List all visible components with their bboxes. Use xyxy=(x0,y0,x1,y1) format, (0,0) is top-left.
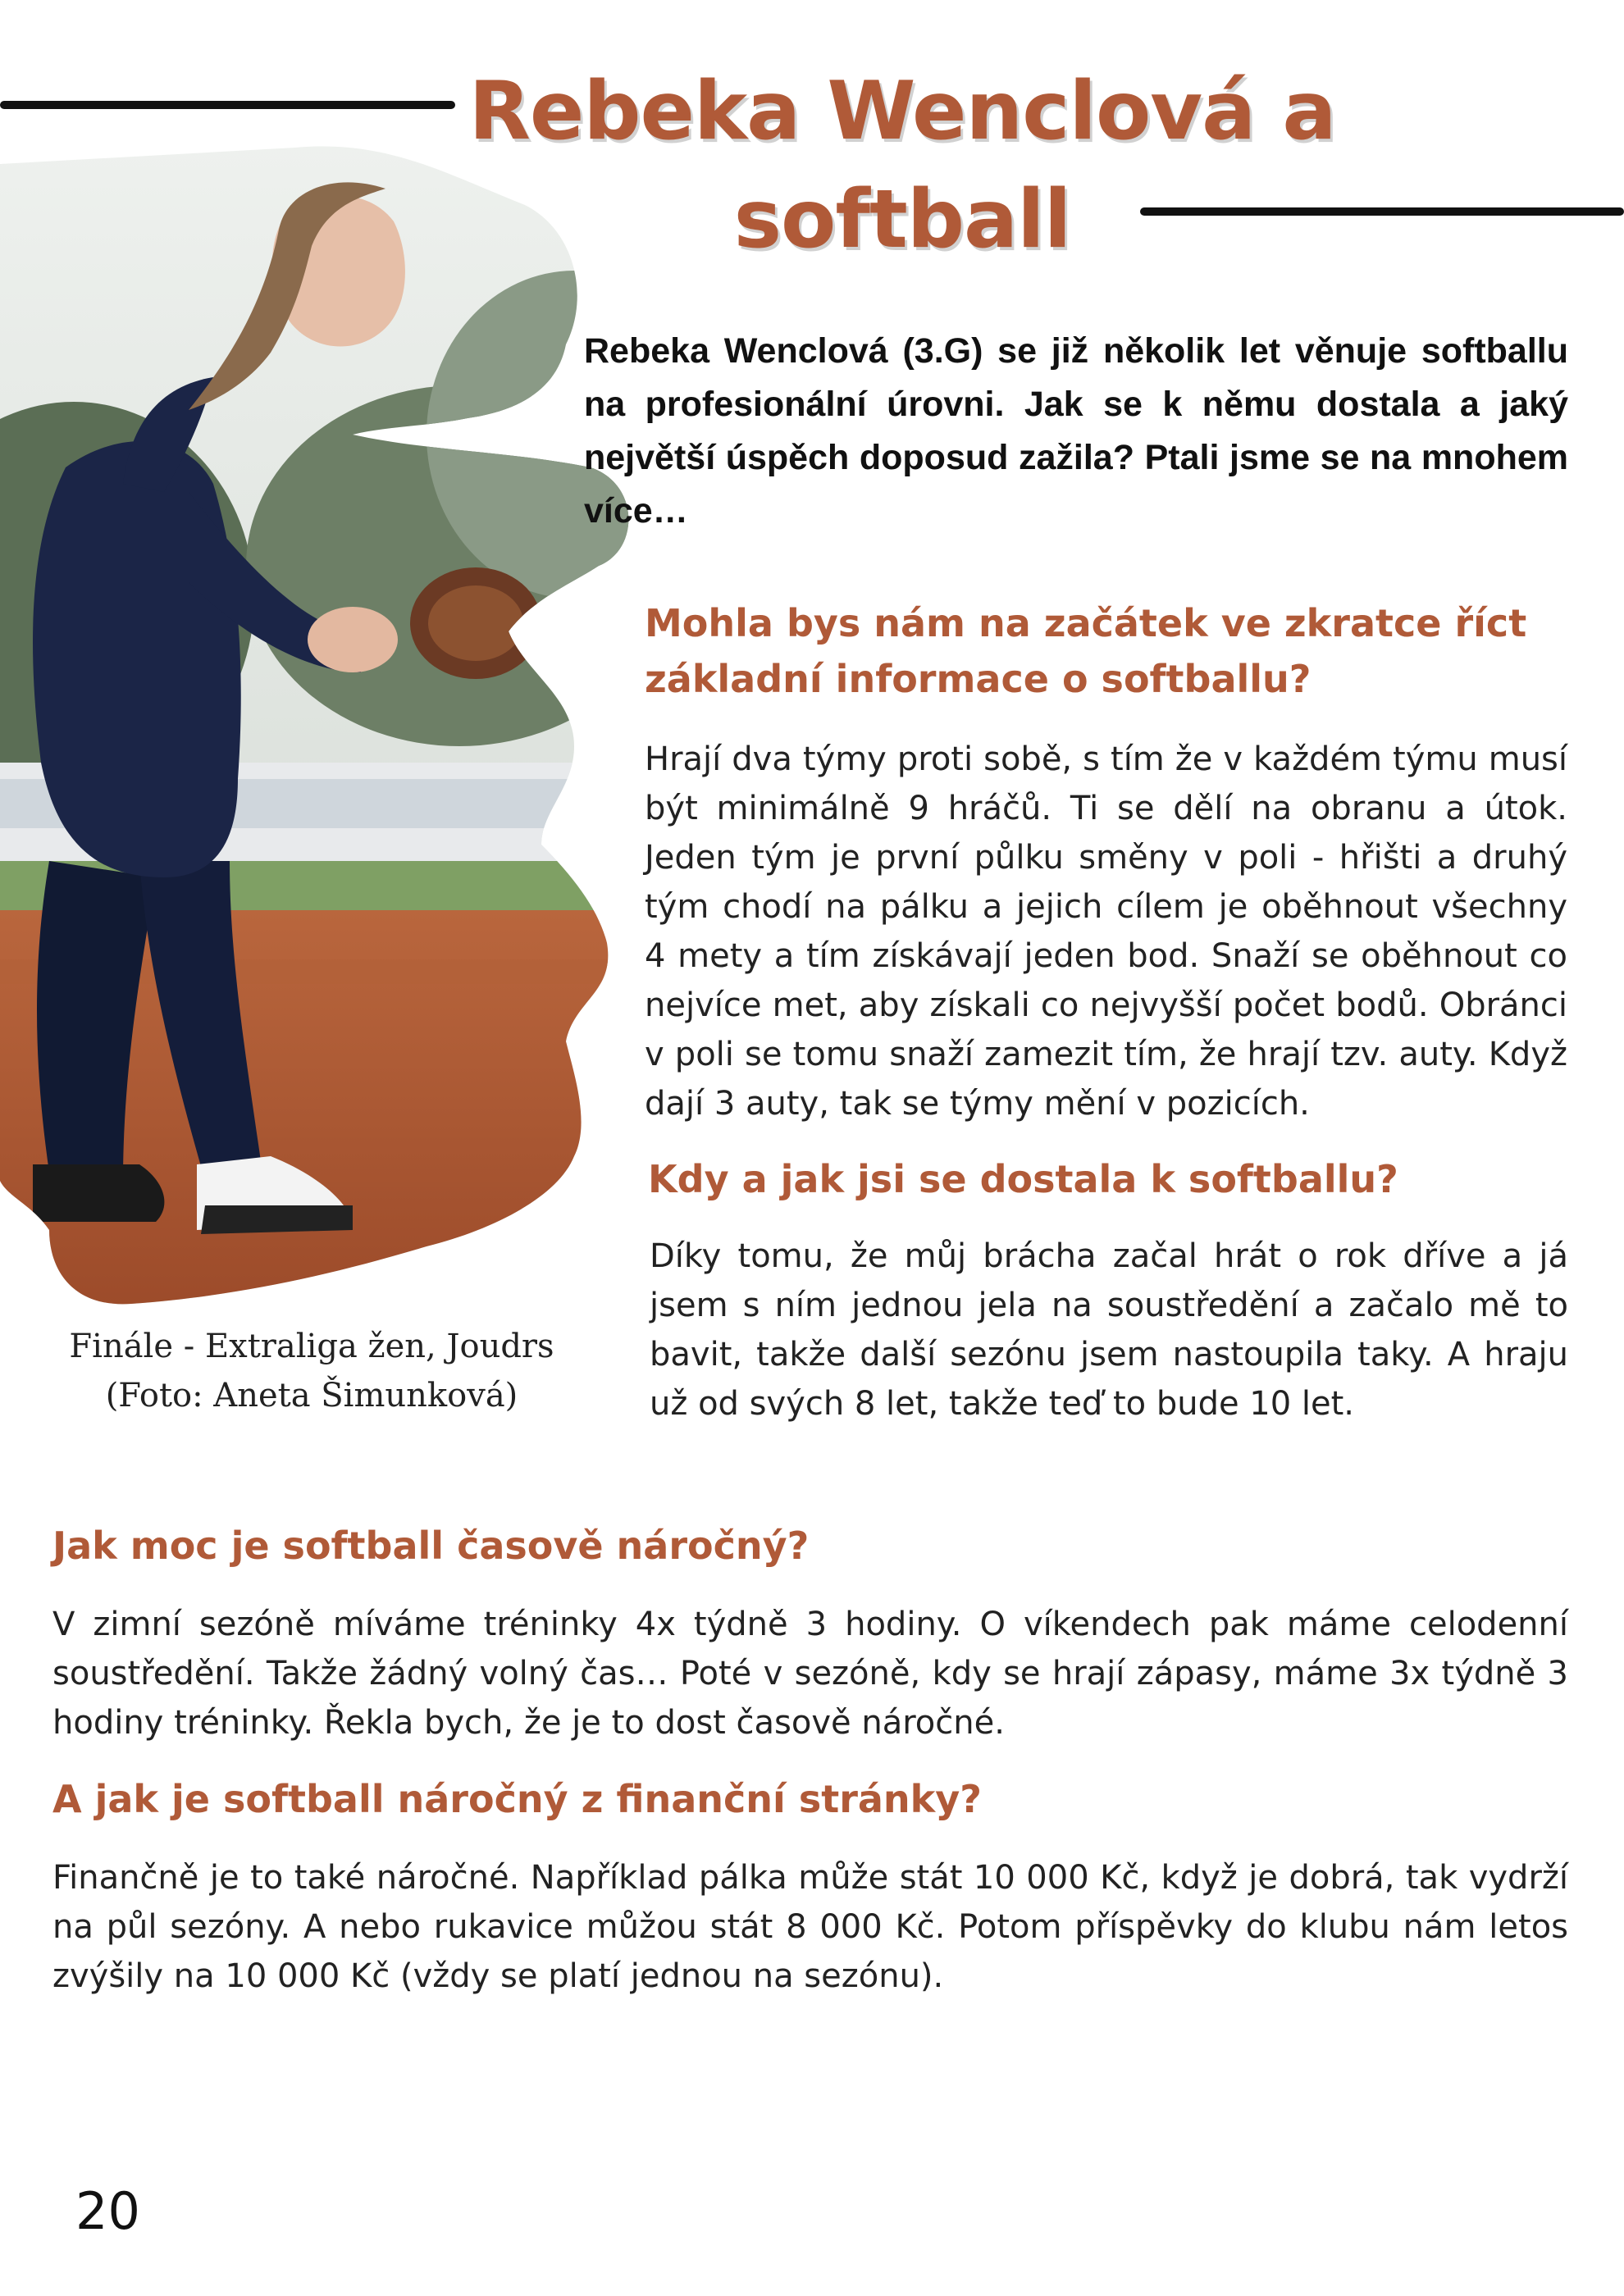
answer-paragraph: Díky tomu, že můj brácha začal hrát o rok dříve a já jsem s ním jednou jela na soustředění a začalo mě to bavit, takže další sezónu jsem nastoupila taky. A hraju už od svých 8 let, takže teď to bude 10 let. xyxy=(650,1237,1568,1423)
decorative-rule-left xyxy=(0,101,455,109)
photo-caption-line1: Finále - Extraliga žen, Joudrs xyxy=(69,1328,554,1365)
question-heading: Mohla bys nám na začátek ve zkratce říct základní informace o softballu? xyxy=(645,601,1527,701)
article-title: Rebeka Wenclová a softball xyxy=(468,65,1336,266)
photo-caption xyxy=(25,1322,599,1420)
question-heading: A jak je softball náročný z finanční stránky? xyxy=(52,1777,982,1821)
player-photo xyxy=(0,139,640,1312)
answer-paragraph: Finančně je to také náročné. Například pálka může stát 10 000 Kč, když je dobrá, tak vydrží na půl sezóny. A nebo rukavice můžou stát 8 000 Kč. Potom příspěvky do klubu nám letos zvýšily na 10 000 Kč (vždy se platí jednou na sezónu). xyxy=(52,1859,1568,1995)
article-intro: Rebeka Wenclová (3.G) se již několik let věnuje softballu na profesionální úrovni. Jak se k němu dostala a jaký největší úspěch doposud zažila? Ptali jsme se na mnohem více… xyxy=(584,331,1568,531)
question-heading: Jak moc je softball časově náročný? xyxy=(52,1524,810,1568)
question-heading: Kdy a jak jsi se dostala k softballu? xyxy=(648,1157,1398,1201)
answer-paragraph: Hrají dva týmy proti sobě, s tím že v každém týmu musí být minimálně 9 hráčů. Ti se dělí na obranu a útok. Jeden tým je první půlku směny v poli - hřišti a druhý tým chodí na pálku a jejich cílem je oběhnout všechny 4 mety a tím získávají jeden bod. Snaží se oběhnout co nejvíce met, aby získali co nejvyšší počet bodů. Obránci v poli se tomu snaží zamezit tím, že hrají tzv. auty. Když dají 3 auty, tak se týmy mění v pozicích. xyxy=(645,740,1567,1123)
page-number: 20 xyxy=(75,2181,140,2241)
answer-paragraph: V zimní sezóně míváme tréninky 4x týdně 3 hodiny. O víkendech pak máme celodenní soustředění. Takže žádný volný čas… Poté v sezóně, kdy se hrají zápasy, máme 3x týdně 3 hodiny tréninky. Řekla bych, že je to dost časově náročné. xyxy=(52,1606,1568,1742)
photo-caption-line2: (Foto: Aneta Šimunková) xyxy=(105,1377,518,1414)
